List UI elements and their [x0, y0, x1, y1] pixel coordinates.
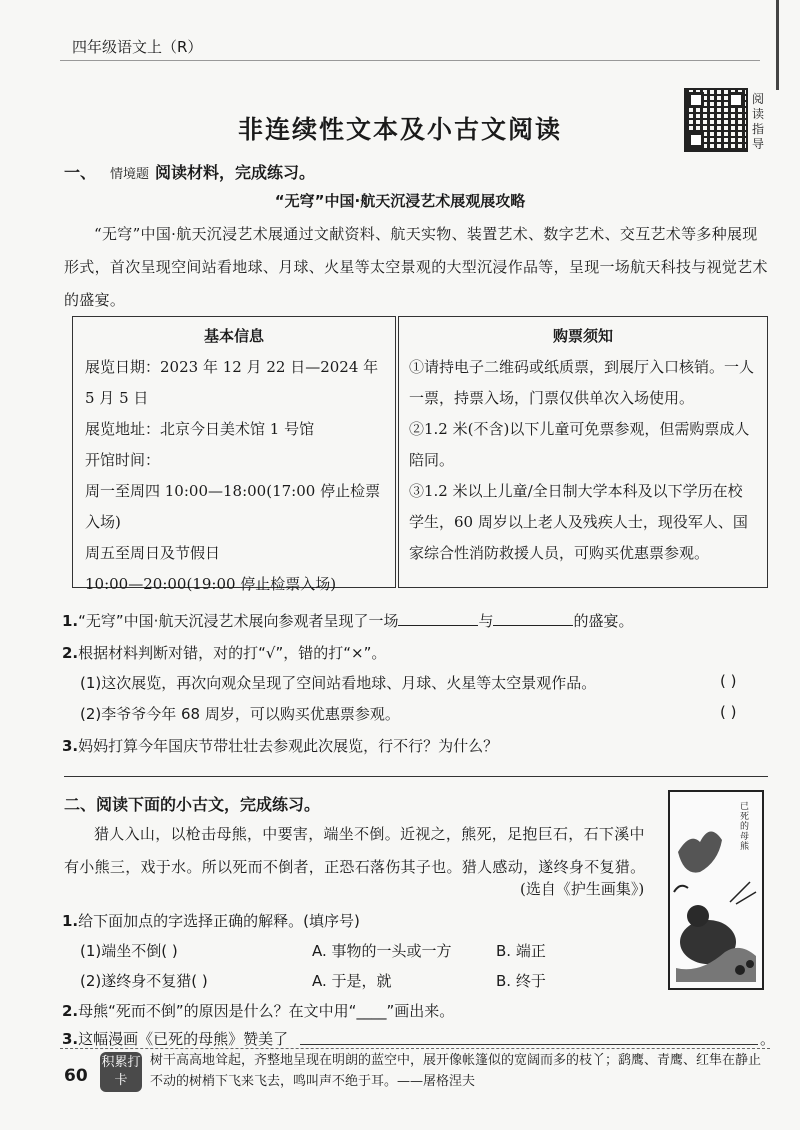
s2-item-1-option-a: A. 事物的一头或一方	[312, 942, 452, 960]
qr-code-icon[interactable]	[684, 88, 748, 152]
classical-text: 猎人入山，以枪击母熊，中要害，端坐不倒。近视之，熊死，足抱巨石，石下溪中有小熊三，戏于水。所以死而不倒者，正恐石落伤其子也。猎人感动，遂终身不复猎。	[64, 825, 646, 876]
s1-question-2-2: (2)李爷爷今年 68 周岁，可以购买优惠票参观。	[80, 705, 400, 723]
footer-quote: 树干高高地耸起，齐整地呈现在明朗的蓝空中，展开像帐篷似的宽阔而多的枝丫；鹞鹰、青鹰、红隼在静止不动的树梢下飞来飞去，鸣叫声不绝于耳。——屠格涅夫	[150, 1053, 762, 1089]
page-edge-bar	[776, 0, 779, 90]
s2-question-1: 1.给下面加点的字选择正确的解释。(填序号)	[62, 912, 360, 930]
s2-item-1-option-b: B. 端正	[496, 942, 546, 960]
ticket-rule-2: ②1.2 米(不含)以下儿童可免票参观，但需购票成人陪同。	[409, 420, 750, 469]
section1-number: 一、	[64, 163, 97, 182]
s2-item-1: (1)端坐不倒( )	[80, 942, 178, 960]
basic-info-heading: 基本信息	[203, 327, 264, 345]
weekend-hours: 10:00—20:00(19:00 停止检票入场)	[85, 575, 337, 593]
material-subtitle: “无穹”中国·航天沉浸艺术展观展攻略	[274, 192, 526, 210]
comic-caption: 已死的母熊	[740, 802, 750, 852]
ticket-info-heading: 购票须知	[552, 327, 613, 345]
answer-paren-2-1[interactable]: ( )	[720, 672, 737, 690]
ticket-rule-3: ③1.2 米以上儿童/全日制大学本科及以下学历在校学生，60 周岁以上老人及残疾人士，现役军人、国家综合性消防救援人员，可购买优惠票参观。	[409, 482, 748, 562]
exhibit-address: 展览地址：北京今日美术馆 1 号馆	[85, 420, 315, 438]
weekend-label: 周五至周日及节假日	[85, 544, 221, 562]
basic-info-box	[72, 316, 396, 593]
s2-item-2-option-a: A. 于是，就	[312, 972, 392, 990]
qr-caption: 阅读指导	[752, 92, 765, 151]
weekday-hours: 周一至周四 10:00—18:00(17:00 停止检票入场)	[85, 482, 381, 531]
section1-tag: 情境题	[110, 167, 150, 182]
answer-line-s2-3[interactable]	[300, 1044, 758, 1045]
s1-question-1: 1.“无穹”中国·航天沉浸艺术展向参观者呈现了一场 与 的盛宴。	[62, 612, 634, 630]
header-rule	[60, 60, 760, 61]
s1-question-2-1: (1)这次展览，再次向观众呈现了空间站看地球、月球、火星等太空景观作品。	[80, 674, 597, 692]
text-source: (选自《护生画集》)	[520, 880, 645, 898]
running-header: 四年级语文上（R）	[72, 38, 203, 56]
page-title: 非连续性文本及小古文阅读	[237, 115, 562, 144]
s1-question-2: 2.根据材料判断对错，对的打“√”，错的打“×”。	[62, 644, 387, 662]
answer-blank-1[interactable]	[398, 611, 478, 626]
accumulate-stamp: 积累打卡	[100, 1052, 142, 1092]
material-paragraph: “无穹”中国·航天沉浸艺术展通过文献资料、航天实物、装置艺术、数字艺术、交互艺术等多种展现形式，首次呈现空间站看地球、月球、火星等太空景观的大型沉浸作品等，呈现一场航天科技与视觉艺术的盛宴。	[64, 225, 768, 309]
s2-question-3: 3.这幅漫画《已死的母熊》赞美了	[62, 1030, 289, 1048]
s2-question-3-end: 。	[760, 1030, 776, 1048]
s2-question-2: 2.母熊“死而不倒”的原因是什么？在文中用“____”画出来。	[62, 1002, 455, 1020]
section1-heading	[64, 160, 315, 183]
comic-illustration	[668, 790, 764, 990]
answer-line-3[interactable]	[64, 776, 768, 777]
ticket-rule-1: ①请持电子二维码或纸质票，到展厅入口核销。一人一票，持票入场，门票仅供单次入场使用。	[409, 358, 755, 407]
footer-rule	[60, 1048, 770, 1049]
section2-heading: 二、阅读下面的小古文，完成练习。	[64, 795, 321, 814]
ticket-info-box	[398, 316, 768, 588]
s2-item-2-option-b: B. 终于	[496, 972, 546, 990]
page-number: 60	[64, 1066, 88, 1086]
s2-item-2: (2)遂终身不复猎( )	[80, 972, 208, 990]
answer-blank-2[interactable]	[493, 611, 573, 626]
hours-label: 开馆时间：	[85, 451, 161, 469]
section1-instruction: 阅读材料，完成练习。	[155, 163, 316, 182]
answer-paren-2-2[interactable]: ( )	[720, 703, 737, 721]
exhibit-date: 展览日期：2023 年 12 月 22 日—2024 年 5 月 5 日	[85, 358, 379, 407]
s1-question-3: 3.妈妈打算今年国庆节带壮壮去参观此次展览，行不行？为什么？	[62, 737, 499, 755]
